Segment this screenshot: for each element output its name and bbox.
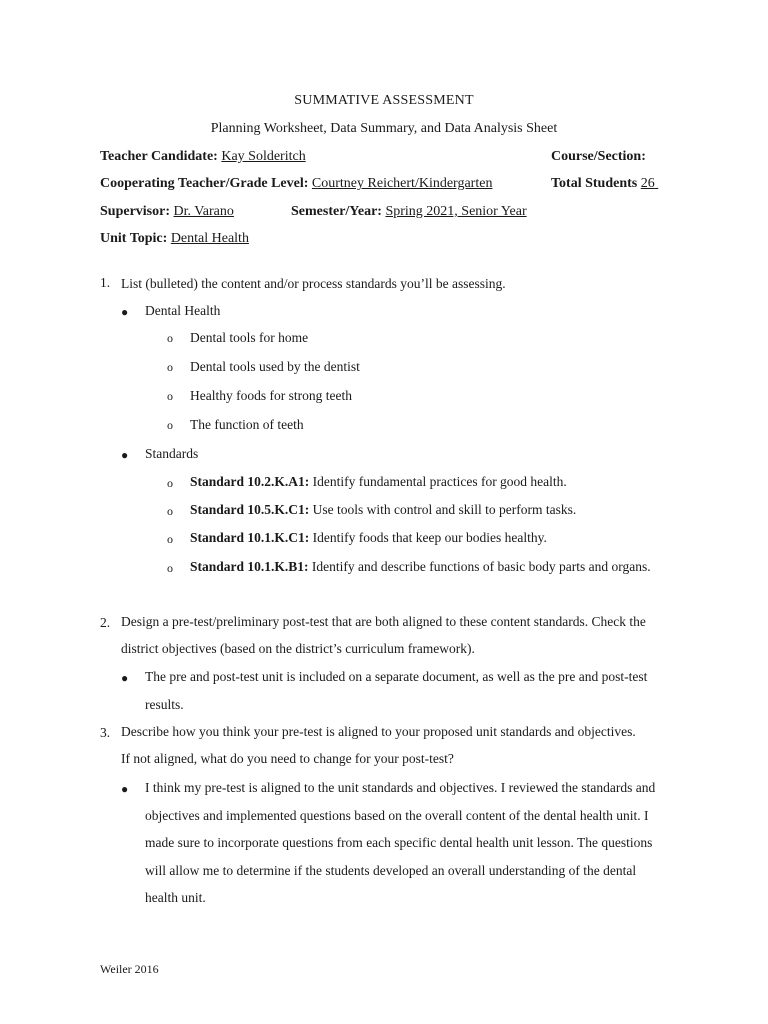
standard-3-code: Standard 10.1.K.C1:	[190, 530, 310, 545]
sub-bullet-icon: o	[167, 561, 173, 575]
q1-bullet-dental-health: Dental Health	[145, 303, 221, 318]
standard-1-code: Standard 10.2.K.A1:	[190, 474, 310, 489]
bullet-icon: ●	[121, 782, 129, 796]
teacher-candidate-row	[100, 149, 306, 165]
standard-4-code: Standard 10.1.K.B1:	[190, 559, 309, 574]
sub-bullet-icon: o	[167, 532, 173, 546]
course-section-field	[551, 149, 646, 165]
cooperating-teacher-row	[100, 176, 492, 192]
teacher-candidate-label: Teacher Candidate:	[100, 149, 218, 164]
unit-topic-row	[100, 231, 249, 247]
supervisor-value: Dr. Varano	[173, 204, 234, 219]
sub-bullet-icon: o	[167, 504, 173, 518]
sub-bullet-icon: o	[167, 476, 173, 490]
supervisor-row	[100, 204, 234, 220]
q3-bullet: I think my pre-test is aligned to the unit standards and objectives. I reviewed the standards and objectives and implemented questions based on the overall content of the dental health unit. I made sure to incorporate questions from each specific dental health unit lesson. The questions will allow me to determine if the students developed an overall understanding of the dental health unit.	[145, 780, 656, 905]
page-title: SUMMATIVE ASSESSMENT	[294, 93, 474, 108]
total-students-field	[551, 176, 658, 192]
unit-topic-value: Dental Health	[170, 231, 249, 246]
standard-2-code: Standard 10.5.K.C1:	[190, 502, 310, 517]
teacher-candidate-value: Kay Solderitch	[221, 149, 306, 164]
question-1-text: List (bulleted) the content and/or process standards you’ll be assessing.	[121, 276, 506, 291]
semester-value: Spring 2021, Senior Year	[385, 204, 527, 219]
q1-bullet-standards: Standards	[145, 446, 199, 461]
supervisor-label: Supervisor:	[100, 204, 170, 219]
q2-bullet: The pre and post-test unit is included on a separate document, as well as the pre and post-test results.	[145, 669, 648, 712]
standard-4	[190, 553, 670, 582]
question-3-number: 3.	[100, 725, 111, 740]
sub-bullet-icon: o	[167, 389, 173, 403]
sub-bullet-icon: o	[167, 331, 173, 345]
semester-label: Semester/Year:	[291, 204, 382, 219]
question-3-text: Describe how you think your pre-test is aligned to your proposed unit standards and objectives. If not aligned, what do you need to change for your post-test?	[121, 724, 636, 766]
footer-text: Weiler 2016	[100, 962, 159, 976]
sub-bullet-icon: o	[167, 418, 173, 432]
standard-1	[190, 468, 670, 497]
q1-item-2: Dental tools used by the dentist	[190, 359, 360, 374]
total-students-label: Total Students	[551, 176, 638, 191]
q1-item-1: Dental tools for home	[190, 330, 309, 345]
question-1-number: 1.	[100, 275, 111, 290]
bullet-icon: ●	[121, 448, 129, 462]
question-2-number: 2.	[100, 615, 111, 630]
course-section-label: Course/Section:	[551, 149, 646, 164]
semester-field	[291, 204, 527, 220]
standard-2-desc: Use tools with control and skill to perform tasks.	[309, 502, 577, 517]
standard-1-desc: Identify fundamental practices for good health.	[309, 474, 567, 489]
page-subtitle: Planning Worksheet, Data Summary, and Data Analysis Sheet	[210, 121, 558, 136]
sub-bullet-icon: o	[167, 360, 173, 374]
bullet-icon: ●	[121, 305, 129, 319]
q1-item-3: Healthy foods for strong teeth	[190, 388, 352, 403]
standard-4-desc: Identify and describe functions of basic body parts and organs.	[308, 559, 651, 574]
total-students-value: 26	[640, 176, 655, 191]
unit-topic-label: Unit Topic:	[100, 231, 168, 246]
standard-3	[190, 524, 670, 553]
bullet-icon: ●	[121, 671, 129, 685]
cooperating-teacher-value: Courtney Reichert/Kindergarten	[311, 176, 493, 191]
q1-item-4: The function of teeth	[190, 417, 304, 432]
standard-2	[190, 496, 670, 525]
standard-3-desc: Identify foods that keep our bodies healthy.	[309, 530, 547, 545]
question-2-text: Design a pre-test/preliminary post-test that are both aligned to these content standards. Check the district objectives (based on the district’s curriculum framework).	[121, 614, 646, 656]
cooperating-teacher-label: Cooperating Teacher/Grade Level:	[100, 176, 309, 191]
